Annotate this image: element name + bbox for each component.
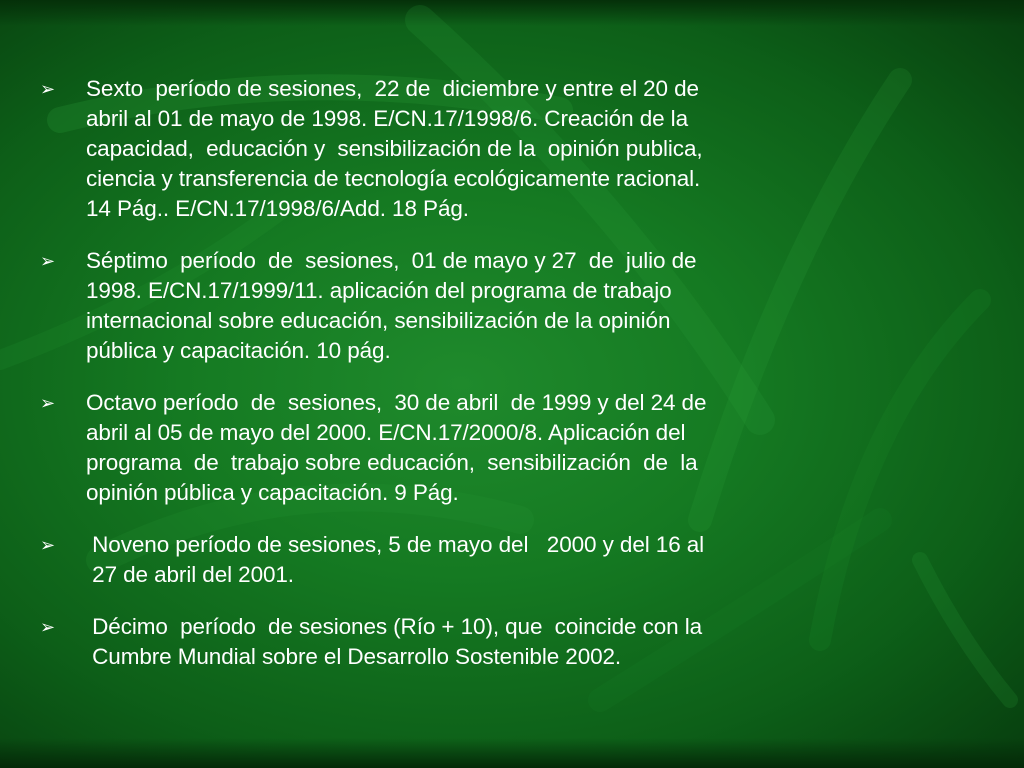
item-text-line: Octavo período de sesiones, 30 de abril de 1999 y del 24 de xyxy=(86,390,707,415)
arrow-bullet-icon: ➢ xyxy=(40,79,55,99)
item-text-line: Cumbre Mundial sobre el Desarrollo Sostenible 2002. xyxy=(86,644,622,669)
item-text-line: 14 Pág.. E/CN.17/1998/6/Add. 18 Pág. xyxy=(86,196,469,221)
arrow-bullet-icon: ➢ xyxy=(40,535,55,555)
list-item xyxy=(40,612,880,672)
item-text-line: ciencia y transferencia de tecnología ecológicamente racional. xyxy=(86,166,701,191)
list-item xyxy=(40,530,880,590)
arrow-bullet-icon: ➢ xyxy=(40,617,55,637)
list-item xyxy=(40,246,880,366)
item-text-line: abril al 01 de mayo de 1998. E/CN.17/1998/6. Creación de la xyxy=(86,106,688,131)
list-item xyxy=(40,388,880,508)
item-text-line: pública y capacitación. 10 pág. xyxy=(86,338,391,363)
item-text-line: Sexto período de sesiones, 22 de diciembre y entre el 20 de xyxy=(86,76,699,101)
list-item xyxy=(40,74,880,224)
item-text-line: abril al 05 de mayo del 2000. E/CN.17/2000/8. Aplicación del xyxy=(86,420,686,445)
item-text-line: internacional sobre educación, sensibilización de la opinión xyxy=(86,308,671,333)
item-text-line: Décimo período de sesiones (Río + 10), que coincide con la xyxy=(86,614,703,639)
arrow-bullet-icon: ➢ xyxy=(40,251,55,271)
item-text-line: 1998. E/CN.17/1999/11. aplicación del programa de trabajo xyxy=(86,278,672,303)
session-list xyxy=(40,74,880,694)
item-text-line: 27 de abril del 2001. xyxy=(86,562,294,587)
item-text-line: capacidad, educación y sensibilización de la opinión publica, xyxy=(86,136,703,161)
item-text-line: Séptimo período de sesiones, 01 de mayo y 27 de julio de xyxy=(86,248,697,273)
item-text-line: Noveno período de sesiones, 5 de mayo del 2000 y del 16 al xyxy=(86,532,705,557)
arrow-bullet-icon: ➢ xyxy=(40,393,55,413)
item-text-line: opinión pública y capacitación. 9 Pág. xyxy=(86,480,459,505)
item-text-line: programa de trabajo sobre educación, sensibilización de la xyxy=(86,450,698,475)
